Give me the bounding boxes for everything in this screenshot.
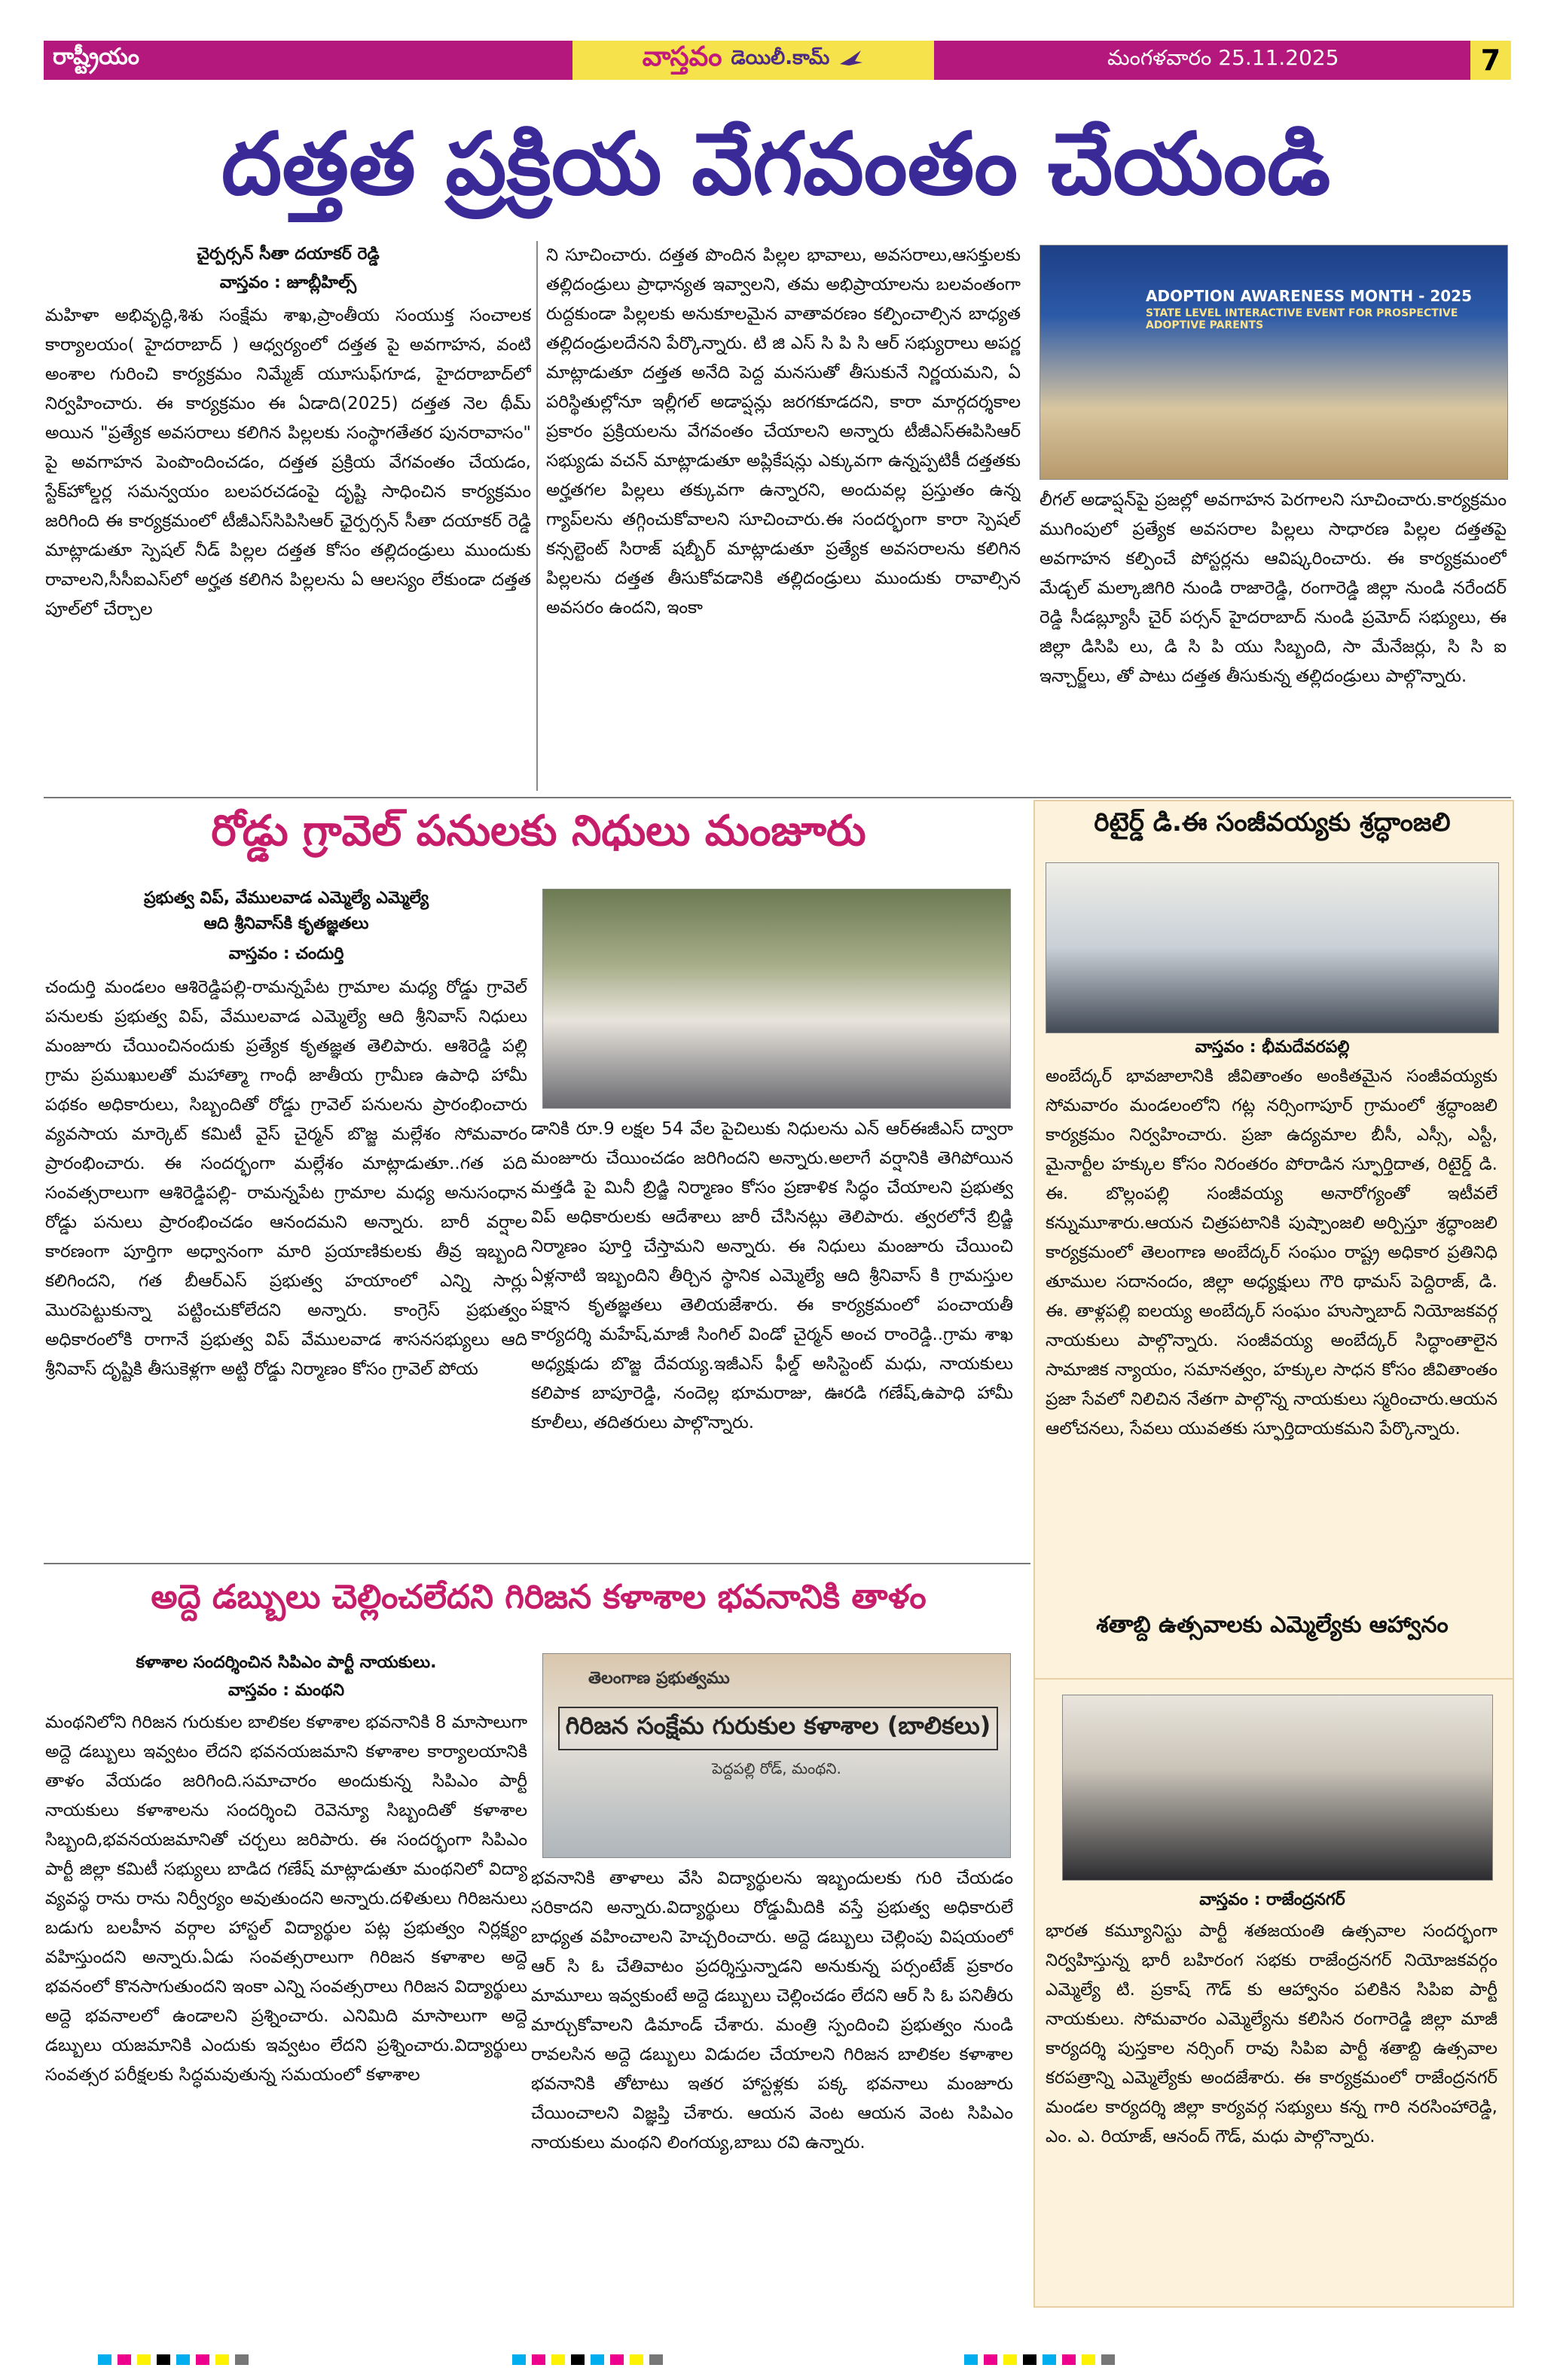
invite-photo — [1062, 1695, 1493, 1881]
road-works-group-photo — [542, 889, 1011, 1109]
sign-line-2: గిరిజన సంక్షేమ గురుకుల కళాశాల (బాలికలు) — [558, 1707, 998, 1750]
story2-byline-2: ఆది శ్రీనివాస్‌కి కృతజ్ఞతలు — [203, 914, 369, 933]
story4-col1: మంథనిలోని గిరిజన గురుకుల బాలికల కళాశాల భవనానికి 8 మాసాలుగా అద్దె డబ్బులు ఇవ్వటం లేదని భవనయజమాని కళాశాల కార్యాలయానికి తాళం వేయడం జరిగింది.సమాచారం అందుకున్న సిపిఎం పార్టీ నాయకులు కళాశాలను సందర్శించి రెవెన్యూ సిబ్బందితో కళాశాల సిబ్బంది,భవనయజమానితో చర్చలు జరిపారు. ఈ సందర్భంగా సిపిఎం పార్టీ జిల్లా కమిటీ సభ్యులు బాడిద గణేష్ మాట్లాడుతూ మంథనిలో విద్యా వ్యవస్థ రాను రాను నిర్వీర్యం అవుతుందని అన్నారు.దళితులు గిరిజనులు బడుగు బలహీన వర్గాల హాస్టల్ విద్యార్థుల పట్ల ప్రభుత్వం నిర్లక్ష్యం వహిస్తుందని అన్నారు.ఏడు సంవత్సరాలుగా గిరిజన కళాశాల అద్దె భవనంలో కొనసాగుతుందని ఇంకా ఎన్ని సంవత్సరాలు గిరిజన విద్యార్థులు అద్దె భవనాలలో ఉండాలని ప్రశ్నించారు. ఎనిమిది మాసాలుగా అద్దె డబ్బులు యజమానికి ఎందుకు ఇవ్వటం లేదని ప్రశ్నించారు.విద్యార్థులు సంవత్సర పరీక్షలకు సిద్ధమవుతున్న సమయంలో కళాశాల — [45, 1713, 527, 2085]
story4-byline: కళాశాల సందర్శించిన సిపిఎం పార్టీ నాయకులు. — [136, 1653, 437, 1672]
brand-strip — [572, 41, 934, 80]
section-divider-2 — [44, 1563, 1030, 1564]
photo-sub-text: STATE LEVEL INTERACTIVE EVENT FOR PROSPECTIVE ADOPTIVE PARENTS — [1146, 307, 1458, 331]
story3-headline: రిటైర్డ్ డి.ఈ సంజీవయ్యకు శ్రద్ధాంజలి — [1094, 807, 1451, 838]
photo-banner-text: ADOPTION AWARENESS MONTH - 2025 — [1146, 287, 1472, 305]
story4-headline: అద్దె డబ్బులు చెల్లించలేదని గిరిజన కళాశాల భవనానికి తాళం — [151, 1578, 927, 1616]
column-divider — [536, 241, 538, 791]
story1-byline: చైర్పర్సన్ సీతా దయాకర్ రెడ్డి — [197, 245, 380, 264]
story3-body: అంబేద్కర్ భావజాలానికి జీవితాంతం అంకితమైన సంజీవయ్యకు సోమవారం మండలంలోని గట్ల నర్సింగాపూర్ గ్రామంలో శ్రద్ధాంజలి కార్యక్రమం నిర్వహించారు. ప్రజా ఉద్యమాల బీసీ, ఎస్సీ, ఎస్టీ, మైనార్టీల హక్కుల కోసం నిరంతరం పోరాడిన స్ఫూర్తిదాత, రిటైర్డ్ డి. ఈ. బొల్లంపల్లి సంజీవయ్య అనారోగ్యంతో ఇటీవలే కన్నుమూశారు.ఆయన చిత్రపటానికి పుష్పాంజలి అర్పిస్తూ శ్రద్ధాంజలి కార్యక్రమంలో తెలంగాణ అంబేద్కర్ సంఘం రాష్ట్ర అధికార ప్రతినిధి తూముల సదానందం, జిల్లా అధ్యక్షులు గౌరి థామస్ పెద్దిరాజ్, డి. ఈ. తాళ్లపల్లి ఐలయ్య అంబేద్కర్ సంఘం హుస్నాబాద్ నియోజకవర్గ నాయకులు పాల్గొన్నారు. సంజీవయ్య అంబేద్కర్ సిద్ధాంతాలైన సామాజిక న్యాయం, సమానత్వం, హక్కుల సాధన కోసం జీవితాంతం ప్రజా సేవలో నిలిచిన నేతగా పాల్గొన్న నాయకులు స్మరించారు.ఆయన ఆలోచనలు, సేవలు యువతకు స్ఫూర్తిదాయకమని పేర్కొన్నారు. — [1046, 1066, 1497, 1439]
story1-dateline: వాస్తవం : జూబ్లీహిల్స్ — [219, 273, 357, 292]
print-registration-strip-3 — [964, 2354, 1115, 2365]
story4-col2: భవనానికి తాళాలు వేసి విద్యార్థులను ఇబ్బందులకు గురి చేయడం సరికాదని అన్నారు.విద్యార్థులు రోడ్డుమీదికి వస్తే ప్రభుత్వ అధికారులే బాధ్యత వహించాలని హెచ్చరించారు. అద్దె డబ్బులు చెల్లింపు విషయంలో ఆర్ సి ఓ చేతివాటం ప్రదర్శిస్తున్నాడని అనుకున్న పర్సంటేజ్ ప్రకారం మామూలు ఇవ్వకుంటే అద్దె డబ్బులు చెల్లించడం లేదని ఆర్ సి ఓ పనితీరు మార్చుకోవాలని డిమాండ్ చేశారు. మంత్రి స్పందించి ప్రభుత్వం నుండి రావలసిన అద్దె డబ్బులు విడుదల చేయాలని గిరిజన బాలికల కళాశాల భవనానికి తోటాటు ఇతర హాస్టళ్లకు పక్క భవనాలు మంజూరు చేయించాలని విజ్ఞప్తి చేశారు. ఆయన వెంట ఆయన వెంట సిపిఎం నాయకులు మంథని లింగయ్య,బాబు రవి ఉన్నారు. — [531, 1869, 1013, 2153]
story3-dateline: వాస్తవం : భీమదేవరపల్లి — [1195, 1038, 1350, 1057]
story5-dateline: వాస్తవం : రాజేంద్రనగర్ — [1199, 1890, 1345, 1909]
story1-col2: ని సూచించారు. దత్తత పొందిన పిల్లల భావాలు, అవసరాలు,ఆసక్తులకు తల్లిదండ్రులు ప్రాధాన్యత ఇవ్వాలని, తమ అభిప్రాయాలను బలవంతంగా రుద్దకుండా పిల్లలకు అనుకూలమైన వాతావరణం కల్పించాల్సిన బాధ్యత తల్లిదండ్రులదేనని పేర్కొన్నారు. టి జి ఎస్ సి పి సి ఆర్ సభ్యురాలు అపర్ణ మాట్లాడుతూ దత్తత అనేది పెద్ద మనసుతో తీసుకునే నిర్ణయమని, ఏ పరిస్థితుల్లోనూ ఇల్లీగల్ అడాప్షన్లు జరగకూడదని, కారా మార్గదర్శకాల ప్రకారం ప్రక్రియలను వేగవంతం చేయాలని అన్నారు టీజీఎస్‌ఈపిసిఆర్ సభ్యుడు వచన్ మాట్లాడుతూ అప్లికేషన్లు ఎక్కువగా ఉన్నప్పటికీ దత్తతకు అర్హతగల పిల్లలు తక్కువగా ఉన్నారని, అందువల్ల ప్రస్తుతం ఉన్న గ్యాప్‌లను తగ్గించుకోవాలని సూచించారు.ఈ సందర్భంగా కారా స్పెషల్ కన్సల్టెంట్ సిరాజ్ షబ్బీర్ మాట్లాడుతూ ప్రత్యేక అవసరాలను కలిగిన పిల్లలను దత్తత తీసుకోవడానికి తల్లిదండ్రులు ముందుకు రావాల్సిన అవసరం ఉందని, ఇంకా — [546, 246, 1021, 618]
brand-sub: డెయిలీ.కామ్ — [731, 47, 830, 69]
sign-line-3: పెద్దపల్లి రోడ్, మంథని. — [712, 1759, 841, 1777]
bird-logo-icon — [838, 49, 864, 72]
story2-col2: డానికి రూ.9 లక్షల 54 వేల పైచిలుకు నిధులను ఎన్ ఆర్ఈజీఎస్ ద్వారా మంజూరు చేయించడం జరిగిందని అన్నారు.అలాగే వర్షానికి తెగిపోయిన మత్తడి పై మినీ బ్రిడ్జి నిర్మాణం కోసం ప్రణాళిక సిద్ధం చేయాలని ప్రభుత్వ విప్ అధికారులకు ఆదేశాలు జారీ చేసినట్లు తెలిపారు. త్వరలోనే బ్రిడ్జి నిర్మాణం పూర్తి చేస్తామని అన్నారు. ఈ నిధులు మంజూరు చేయించి ఏళ్లనాటి ఇబ్బందిని తీర్చిన స్థానిక ఎమ్మెల్యే ఆది శ్రీనివాస్ కి గ్రామస్తుల పక్షాన కృతజ్ఞతలు తెలియజేశారు. ఈ కార్యక్రమంలో పంచాయతీ కార్యదర్శి మహేష్,మాజీ సింగిల్ విండో చైర్మన్ అంచ రాంరెడ్డి..గ్రామ శాఖ అధ్యక్షుడు బొజ్జ దేవయ్య.ఇజీఎస్ ఫీల్డ్ అసిస్టెంట్ మధు, నాయకులు కలిపాక బాపూరెడ్డి, నందెల్ల భూమరాజు, ఊరడి గణేష్,ఉపాధి హామీ కూలీలు, తదితరులు పాల్గొన్నారు. — [531, 1119, 1013, 1433]
section-divider — [44, 797, 1511, 798]
print-registration-strip-2 — [512, 2354, 663, 2365]
story1-col3: లీగల్ అడాప్షన్‌పై ప్రజల్లో అవగాహన పెరగాలని సూచించారు.కార్యక్రమం ముగింపులో ప్రత్యేక అవసరాల పిల్లలు సాధారణ పిల్లల దత్తతపై అవగాహన కల్పించే పోస్టర్లను ఆవిష్కరించారు. ఈ కార్యక్రమంలో మేడ్చల్ మల్కాజిగిరి నుండి రాజారెడ్డి, రంగారెడ్డి జిల్లా నుండి నరేందర్ రెడ్డి సీడబ్ల్యూసీ చైర్ పర్సన్ హైదరాబాద్ నుండి ప్రమోద్ సభ్యులు, ఈ జిల్లా డిసిపి లు, డి సి పి యు సిబ్బంది, సా మేనేజర్లు, సి సి ఐ ఇన్చార్జ్‌లు, తో పాటు దత్తత తీసుకున్న తల్లిదండ్రులు పాల్గొన్నారు. — [1040, 490, 1507, 686]
story5-headline: శతాబ్ది ఉత్సవాలకు ఎమ్మెల్యేకు ఆహ్వానం — [1096, 1612, 1449, 1638]
story2-col1: చందుర్తి మండలం ఆశిరెడ్డిపల్లి-రామన్నపేట గ్రామాల మధ్య రోడ్డు గ్రావెల్ పనులకు ప్రభుత్వ విప్, వేములవాడ ఎమ్మెల్యే ఆది శ్రీనివాస్ నిధులు మంజూరు చేయించినందుకు ప్రత్యేక కృతజ్ఞత తెలిపారు. ఆశిరెడ్డి పల్లి గ్రామ ప్రముఖులతో మహాత్మా గాంధీ జాతీయ గ్రామీణ ఉపాధి హామీ పథకం అధికారులు, సిబ్బందితో రోడ్డు గ్రావెల్ పనులను ప్రారంభించారు వ్యవసాయ మార్కెట్ కమిటీ వైస్ చైర్మన్ బొజ్జ మల్లేశం సోమవారం ప్రారంభించారు. ఈ సందర్భంగా మల్లేశం మాట్లాడుతూ..గత పది సంవత్సరాలుగా ఆశిరెడ్డిపల్లి- రామన్నపేట గ్రామాల మధ్య అనుసంధాన రోడ్డు పనులు ప్రారంభించడం ఆనందమని అన్నారు. బారీ వర్షాల కారణంగా పూర్తిగా అధ్వానంగా మారి ప్రయాణికులకు తీవ్ర ఇబ్బంది కలిగిందని, గత బీఆర్ఎస్ ప్రభుత్వ హయాంలో ఎన్ని సార్లు మొరపెట్టుకున్నా పట్టించుకోలేదని అన్నారు. కాంగ్రెస్ ప్రభుత్వం అధికారంలోకి రాగానే ప్రభుత్వ విప్ వేములవాడ శాసనసభ్యులు ఆది శ్రీనివాస్ దృష్టికి తీసుకెళ్లగా అట్టి రోడ్డు నిర్మాణం కోసం గ్రావెల్ పోయ — [45, 978, 527, 1379]
tribute-photo — [1046, 862, 1499, 1033]
story2-headline: రోడ్డు గ్రావెల్ పనులకు నిధులు మంజూరు — [211, 806, 866, 856]
brand-name: వాస్తవం — [642, 41, 722, 72]
story2-dateline: వాస్తవం : చందుర్తి — [228, 944, 344, 963]
sign-line-1: తెలంగాణ ప్రభుత్వము — [588, 1669, 730, 1688]
page-number: 7 — [1470, 41, 1511, 80]
print-registration-strip — [98, 2354, 249, 2365]
section-label: రాష్ట్రీయం — [53, 44, 139, 70]
story2-byline-1: ప్రభుత్వ విప్, వేములవాడ ఎమ్మెల్యే ఎమ్మెల్యే — [143, 889, 429, 908]
story5-body: భారత కమ్యూనిస్టు పార్టీ శతజయంతి ఉత్సవాల సందర్భంగా నిర్వహిస్తున్న భారీ బహిరంగ సభకు రాజేంద్రనగర్ నియోజకవర్గం ఎమ్మెల్యే టి. ప్రకాష్ గౌడ్ కు ఆహ్వానం పలికిన సిపిఐ పార్టీ నాయకులు. సోమవారం ఎమ్మెల్యేను కలిసిన రంగారెడ్డి జిల్లా మాజీ కార్యదర్శి పుస్తకాల నర్సింగ్ రావు సిపిఐ పార్టీ శతాబ్ది ఉత్సవాల కరపత్రాన్ని ఎమ్మెల్యేకు అందజేశారు. ఈ కార్యక్రమంలో రాజేంద్రనగర్ మండల కార్యదర్శి జిల్లా కార్యవర్గ సభ్యులు కన్న గారి నరసింహారెడ్డి, ఎం. ఎ. రియాజ్, ఆనంద్ గౌడ్, మధు పాల్గొన్నారు. — [1046, 1921, 1497, 2147]
story1-col1: మహిళా అభివృద్ధి,శిశు సంక్షేమ శాఖ,ప్రాంతీయ సంయుక్త సంచాలక కార్యాలయం( హైదరాబాద్ ) ఆధ్వర్యంలో దత్తత పై అవగాహన, వంటి అంశాల గురించి కార్యక్రమం నిమ్మేజ్ యూసుఫ్‌గూడ, హైదరాబాద్‌లో నిర్వహించారు. ఈ కార్యక్రమం ఈ ఏడాది(2025) దత్తత నెల థీమ్ అయిన "ప్రత్యేక అవసరాలు కలిగిన పిల్లలకు సంస్థాగతేతర పునరావాసం" పై అవగాహన పెంపొందించడం, దత్తత ప్రక్రియ వేగవంతం చేయడం, స్టేక్‌హోల్డర్ల సమన్వయం బలపరచడంపై దృష్టి సాధించిన కార్యక్రమం జరిగింది ఈ కార్యక్రమంలో టీజీఎస్‌సిపిసిఆర్ ఛైర్పర్సన్ సీతా దయాకర్ రెడ్డి మాట్లాడుతూ స్పెషల్ నీడ్ పిల్లల దత్తత కోసం తల్లిదండ్రులు ముందుకు రావాలని,సీసీఐఎస్‌లో అర్హత కలిగిన పిల్లలను ఏ ఆలస్యం లేకుండా దత్తత పూల్‌లో చేర్చాల — [45, 306, 531, 619]
main-headline: దత్తత ప్రక్రియ వేగవంతం చేయండి — [221, 113, 1331, 214]
adoption-event-photo — [1040, 245, 1508, 480]
issue-date: మంగళవారం 25.11.2025 — [1107, 45, 1339, 70]
college-signboard-photo — [542, 1653, 1011, 1858]
story4-dateline: వాస్తవం : మంథని — [227, 1681, 345, 1700]
